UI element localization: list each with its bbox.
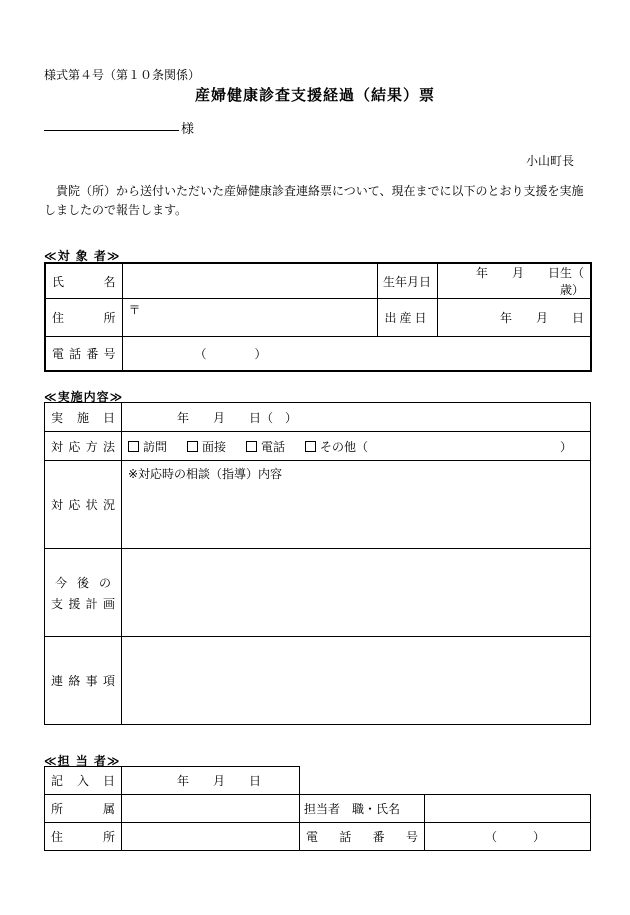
checkbox-visit[interactable] xyxy=(128,441,139,452)
dob-label: 生年月日 xyxy=(377,263,437,299)
subject-heading: ≪対 象 者≫ xyxy=(44,249,121,263)
staff-address-label: 住 所 xyxy=(45,823,122,851)
sender: 小山町長 xyxy=(525,154,574,168)
postal-mark: 〒 xyxy=(128,303,141,317)
form-number: 様式第４号（第１０条関係） xyxy=(44,68,201,82)
implementation-heading: ≪実施内容≫ xyxy=(44,390,124,404)
checkbox-phone[interactable] xyxy=(246,441,257,452)
delivery-field[interactable]: 年 月 日 xyxy=(437,299,591,337)
situation-label: 対 応 状 況 xyxy=(45,461,122,549)
staff-address-field[interactable] xyxy=(122,823,300,851)
contact-field[interactable] xyxy=(122,637,591,725)
phone-label: 電 話 番 号 xyxy=(45,337,122,371)
staff-phone-field[interactable]: （ ） xyxy=(425,823,591,851)
method-option-visit[interactable]: 訪問 xyxy=(128,438,167,455)
affiliation-label: 所 属 xyxy=(45,795,122,823)
phone-field[interactable]: （ ） xyxy=(122,337,591,371)
method-option-other[interactable]: その他（ xyxy=(305,438,368,455)
addressee-line[interactable] xyxy=(44,130,179,131)
addressee-suffix: 様 xyxy=(181,122,195,137)
name-field[interactable] xyxy=(122,263,377,299)
contact-label: 連 絡 事 項 xyxy=(45,637,122,725)
future-plan-label: 今 後 の 支 援 計 画 xyxy=(45,549,122,637)
delivery-label: 出産日 xyxy=(377,299,437,337)
name-label: 氏 名 xyxy=(45,263,122,299)
entry-date-field[interactable]: 年 月 日 xyxy=(122,767,300,795)
staff-table xyxy=(44,794,591,851)
method-options xyxy=(122,432,591,461)
checkbox-interview[interactable] xyxy=(187,441,198,452)
situation-field[interactable] xyxy=(122,461,591,549)
address-field[interactable] xyxy=(122,299,377,337)
method-option-phone[interactable]: 電話 xyxy=(246,438,285,455)
person-field[interactable] xyxy=(425,795,591,823)
staff-phone-label: 電 話 番 号 xyxy=(300,823,425,851)
checkbox-other[interactable] xyxy=(305,441,316,452)
method-option-interview[interactable]: 面接 xyxy=(187,438,226,455)
subject-table xyxy=(44,262,609,372)
dob-field[interactable]: 年 月 日生（ 歳） xyxy=(437,263,591,299)
impl-date-label: 実 施 日 xyxy=(45,403,122,432)
impl-date-field[interactable]: 年 月 日（ ） xyxy=(122,403,591,432)
entry-date-table xyxy=(44,766,300,795)
situation-note: ※対応時の相談（指導）内容 xyxy=(128,467,283,481)
intro-text: 貴院（所）から送付いただいた産婦健康診査連絡票について、現在までに以下のとおり支援を実施しましたので報告します。 xyxy=(44,184,584,217)
future-plan-field[interactable] xyxy=(122,549,591,637)
staff-heading: ≪担 当 者≫ xyxy=(44,754,121,768)
affiliation-field[interactable] xyxy=(122,795,300,823)
address-label: 住 所 xyxy=(45,299,122,337)
method-other-close: ） xyxy=(559,439,572,454)
page-title: 産婦健康診査支援経過（結果）票 xyxy=(194,86,435,104)
implementation-table xyxy=(44,402,591,725)
method-label: 対 応 方 法 xyxy=(45,432,122,461)
person-label: 担当者 職・氏名 xyxy=(300,795,425,823)
entry-date-label: 記 入 日 xyxy=(45,767,122,795)
